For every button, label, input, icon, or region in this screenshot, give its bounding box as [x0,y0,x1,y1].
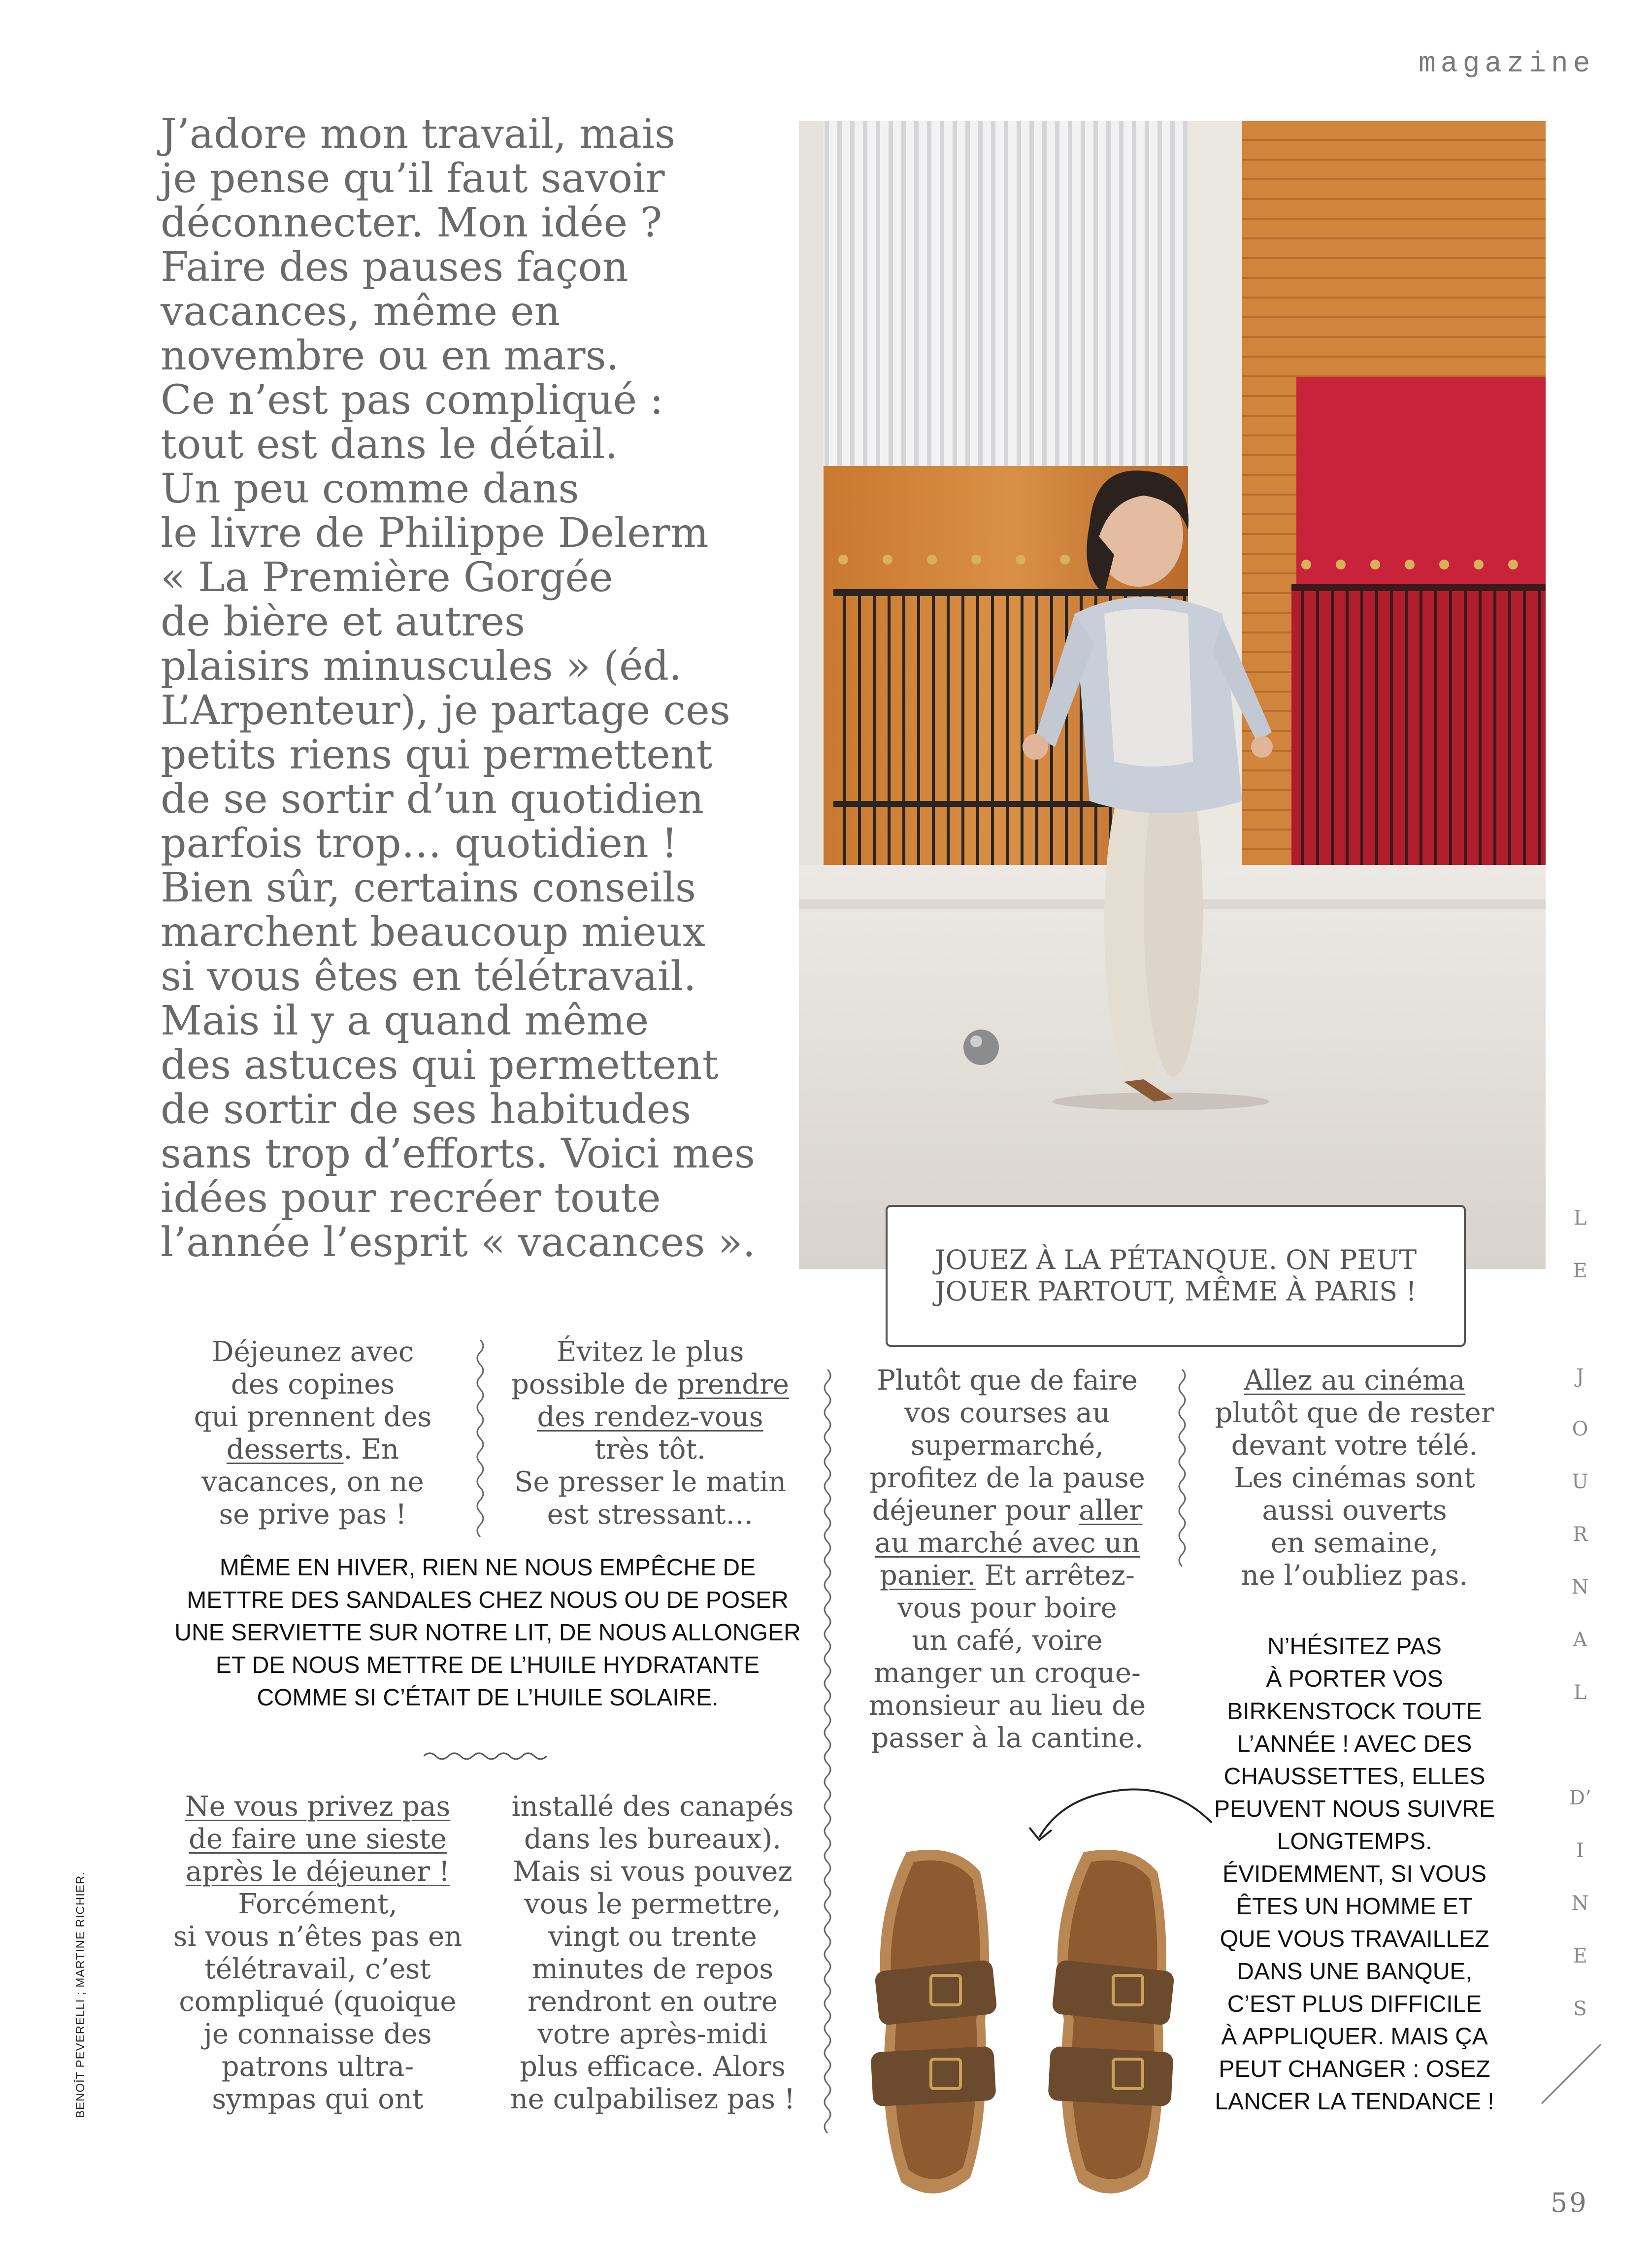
intro-line: petits riens qui permettent [161,732,713,778]
tip-link-text: desserts [226,1433,344,1466]
tip-line: vos courses au [904,1397,1110,1429]
sidebar-letter: A [1573,1629,1587,1651]
tip-line: Les cinémas sont [1234,1462,1475,1494]
tip-line: ne culpabilisez pas ! [510,2083,795,2115]
tip-line [497,1368,803,1401]
tip-line: qui prennent des [194,1401,432,1433]
note-line: LONGTEMPS. [1277,1829,1432,1855]
sidebar-letter [1569,1719,1591,1772]
intro-line: L’Arpenteur), je partage ces [161,687,730,734]
tip-nap [160,1791,475,2116]
note-line: MÊME EN HIVER, RIEN NE NOUS EMPÊCHE DE [219,1555,756,1581]
tip-line: votre après-midi [537,2018,768,2050]
tip-line: Plutôt que de faire [877,1365,1138,1397]
tip-line: Évitez le plus [556,1336,744,1368]
intro-line: déconnecter. Mon idée ? [161,200,662,246]
tip-appointments [497,1336,803,1531]
intro-paragraph [161,112,801,1265]
note-line: BIRKENSTOCK TOUTE [1227,1699,1482,1725]
tip-line: vacances, on ne [201,1466,424,1498]
note-line: L’ANNÉE ! AVEC DES [1237,1731,1472,1757]
intro-line: J’adore mon travail, mais [161,111,676,158]
caption-line: JOUEZ À LA PÉTANQUE. ON PEUT [934,1244,1417,1275]
birkenstock-sandals-image [847,1842,1192,2202]
note-line: C’EST PLUS DIFFICILE [1227,1991,1482,2017]
tip-market [852,1365,1162,1755]
tip-nap-continued [497,1791,808,2116]
note-line: ET DE NOUS METTRE DE L’HUILE HYDRATANTE [215,1652,760,1678]
note-line: ÊTES UN HOMME ET [1236,1894,1473,1920]
tip-line: se prive pas ! [219,1499,407,1531]
note-line: À APPLIQUER. MAIS ÇA [1221,2024,1488,2050]
tip-line: passer à la cantine. [871,1722,1144,1754]
tip-link-text: Allez au cinéma [1244,1365,1465,1397]
tip-link-text: prendre [677,1368,790,1400]
sidebar-letter: S [1573,1998,1587,2020]
tip-line: patrons ultra- [221,2051,414,2083]
tip-line: Forcément, [238,1888,397,1920]
tip-link-text: aller [1079,1495,1143,1527]
tip-line [160,1791,475,1823]
photo-caption [886,1205,1466,1347]
tip-line: est stressant… [547,1499,754,1531]
sidebar-letter: J [1576,1365,1585,1388]
note-line: PEUT CHANGER : OSEZ [1219,2056,1490,2082]
tip-link-text: panier. [880,1560,976,1592]
intro-line: parfois trop… quotidien ! [161,820,678,867]
tip-link-text: des rendez-vous [537,1401,763,1433]
note-line: COMME SI C’ÉTAIT DE L’HUILE SOLAIRE. [257,1685,719,1711]
tip-line: sympas qui ont [212,2083,424,2115]
intro-line: « La Première Gorgée [161,554,613,601]
tip-line: vous pour boire [897,1592,1117,1624]
tip-line: monsieur au lieu de [868,1690,1146,1722]
intro-line: idées pour recréer toute [161,1175,661,1222]
tip-line: je connaisse des [203,2018,432,2050]
petanque-photo [799,121,1546,1269]
tip-link-text: de faire une sieste [189,1823,447,1855]
sidebar-title [1569,1192,1591,2035]
intro-line: novembre ou en mars. [161,333,619,379]
sidebar-letter: D’ [1569,1787,1591,1809]
intro-line: de sortir de ses habitudes [161,1086,692,1133]
arrow-icon [1005,1783,1222,1852]
tip-text: déjeuner pour [872,1495,1079,1527]
tip-line: Mais si vous pouvez [513,1856,793,1888]
tip-line [170,1433,456,1466]
wavy-divider-1 [473,1340,488,1537]
tip-line: ne l’oubliez pas. [1241,1560,1468,1592]
tip-line [852,1495,1162,1527]
tip-line: profitez de la pause [869,1462,1145,1494]
tip-link-text: Ne vous privez pas [185,1791,451,1823]
tip-line: en semaine, [1270,1527,1439,1559]
tip-line: Déjeunez avec [211,1336,414,1368]
intro-line: tout est dans le détail. [161,421,618,468]
tip-lunch [170,1336,456,1531]
sidebar-letter: I [1576,1839,1584,1862]
tip-line: rendront en outre [528,1986,778,2018]
tip-cinema [1197,1365,1512,1592]
tip-line [160,1856,475,1888]
petanque-photo-illustration [799,121,1546,1269]
intro-line: vacances, même en [161,288,561,335]
intro-line: Bien sûr, certains conseils [161,865,696,911]
tip-line: devant votre télé. [1231,1430,1478,1462]
intro-line: je pense qu’il faut savoir [161,155,665,202]
tip-line: vous le permettre, [524,1888,781,1920]
note-line: À PORTER VOS [1266,1666,1443,1692]
sidebar-letter [1569,1298,1591,1350]
sidebar-letter: R [1572,1523,1588,1546]
magazine-section-label: magazine [1419,48,1595,80]
sidebar-letter: L [1573,1681,1587,1704]
tip-line: supermarché, [910,1430,1104,1462]
intro-line: Mais il y a quand même [161,998,649,1044]
page-number: 59 [1551,2187,1588,2218]
note-line: METTRE DES SANDALES CHEZ NOUS OU DE POSER [187,1587,789,1613]
note-line: QUE VOUS TRAVAILLEZ [1220,1926,1489,1952]
tip-line: télétravail, c’est [204,1953,431,1985]
tip-link-text: au marché avec un [874,1527,1140,1559]
wavy-divider-3 [1175,1369,1189,1576]
intro-line: le livre de Philippe Delerm [161,510,709,557]
tip-line: dans les bureaux). [524,1823,781,1855]
tip-text: Et arrêtez- [975,1560,1135,1592]
diagonal-divider [1537,2039,1606,2108]
tip-line: Se presser le matin [514,1466,787,1498]
note-line: N’HÉSITEZ PAS [1267,1633,1442,1660]
sidebar-letter: E [1573,1945,1587,1967]
intro-line: Ce n’est pas compliqué : [161,377,663,424]
intro-line: Un peu comme dans [161,466,579,512]
tip-line [160,1823,475,1856]
note-line: CHAUSSETTES, ELLES [1223,1764,1486,1790]
birkenstock-note [1197,1631,1512,2118]
tip-line [497,1401,803,1433]
wavy-divider-2 [820,1369,835,2158]
sidebar-letter: N [1571,1576,1589,1599]
note-line: LANCER LA TENDANCE ! [1215,2089,1494,2115]
sandals-note [148,1552,827,1714]
tip-line: minutes de repos [531,1953,774,1985]
tip-line: plus efficace. Alors [520,2051,786,2083]
sidebar-letter: E [1573,1260,1587,1282]
intro-line: sans trop d’efforts. Voici mes [161,1131,755,1177]
wavy-divider-horizontal [424,1749,552,1764]
intro-line: marchent beaucoup mieux [161,909,705,956]
tip-line: vingt ou trente [548,1921,757,1953]
tip-line: plutôt que de rester [1215,1397,1494,1429]
tip-line [852,1560,1162,1592]
tip-line: installé des canapés [511,1791,794,1823]
intro-line: si vous êtes en télétravail. [161,953,696,1000]
tip-link-text: après le déjeuner ! [185,1856,450,1888]
tip-line: un café, voire [912,1625,1103,1657]
tip-line: compliqué (quoique [179,1986,457,2018]
tip-line [1197,1365,1512,1397]
sidebar-letter: U [1572,1470,1588,1493]
intro-line: Faire des pauses façon [161,244,628,291]
tip-line: très tôt. [595,1433,706,1466]
tip-line: des copines [231,1368,395,1400]
note-line: UNE SERVIETTE SUR NOTRE LIT, DE NOUS ALLONGER [174,1620,801,1646]
intro-line: l’année l’esprit « vacances ». [161,1219,756,1266]
sidebar-letter: O [1572,1418,1588,1440]
tip-text: . En [343,1433,399,1466]
intro-line: de se sortir d’un quotidien [161,776,704,823]
note-line: ÉVIDEMMENT, SI VOUS [1222,1861,1487,1887]
tip-text: possible de [511,1368,677,1400]
note-line: DANS UNE BANQUE, [1237,1959,1472,1985]
sidebar-letter: L [1573,1207,1587,1230]
intro-line: des astuces qui permettent [161,1042,719,1089]
tip-line: si vous n’êtes pas en [173,1921,463,1953]
note-line: PEUVENT NOUS SUIVRE [1214,1796,1495,1822]
tip-line: aussi ouverts [1262,1495,1447,1527]
intro-line: de bière et autres [161,599,526,645]
tip-line: manger un croque- [874,1657,1141,1689]
photo-credit: BENOÎT PEVERELLI ; MARTINE RICHIER. [74,1871,87,2118]
intro-line: plaisirs minuscules » (éd. [161,643,682,690]
tip-line [852,1527,1162,1560]
sidebar-letter: N [1571,1892,1589,1915]
caption-line: JOUER PARTOUT, MÊME À PARIS ! [935,1276,1417,1307]
